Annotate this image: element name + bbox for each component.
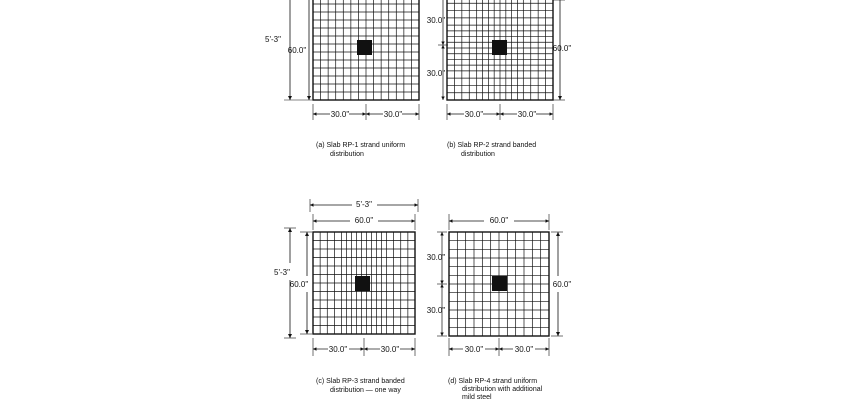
panel-d-width-label: 60.0" [489, 216, 509, 225]
panel-a-column-load-pad [357, 40, 372, 55]
panel-a-bottom-left-label: 30.0" [330, 110, 350, 119]
panel-c [274, 199, 418, 394]
panel-d-caption-line2: distribution with additional [462, 386, 543, 393]
panel-d-caption-line1: (d) Slab RP-4 strand uniform [448, 378, 538, 385]
panel-c-height-label: 60.0" [289, 280, 309, 289]
panel-a-caption-line1: (a) Slab RP-1 strand uniform [316, 142, 406, 149]
panel-d-left-lower-label: 30.0" [426, 306, 446, 315]
panel-b-bottom-right-label: 30.0" [517, 110, 537, 119]
panel-d-caption-line3: mild steel [462, 394, 492, 400]
panel-a-height-label: 60.0" [287, 46, 307, 55]
panel-b-caption-line1: (b) Slab RP-2 strand banded [447, 142, 537, 149]
panel-b-left-lower-label: 30.0" [426, 69, 446, 78]
panel-a [265, 0, 419, 158]
panel-d-bottom-left-label: 30.0" [464, 345, 484, 354]
panel-c-outer-height-label: 5'-3" [274, 268, 290, 277]
panel-b-caption-line2: distribution [461, 151, 495, 158]
panel-d-left-upper-label: 30.0" [426, 253, 446, 262]
panel-b [427, 0, 572, 158]
panel-d-column-load-pad [492, 276, 507, 291]
panel-c-caption-line1: (c) Slab RP-3 strand banded [316, 378, 405, 385]
panel-a-outer-height-label: 5'-3" [265, 35, 281, 44]
panel-c-column-load-pad [355, 276, 370, 291]
panel-c-caption-line2: distribution — one way [330, 387, 401, 394]
panel-b-bottom-left-label: 30.0" [464, 110, 484, 119]
panel-d-height-label: 60.0" [552, 280, 572, 289]
panel-b-left-upper-label: 30.0" [426, 16, 446, 25]
panel-c-bottom-left-label: 30.0" [328, 345, 348, 354]
panel-c-width-label: 60.0" [354, 216, 374, 225]
panel-a-caption-line2: distribution [330, 151, 364, 158]
panel-b-height-label: 60.0" [552, 44, 572, 53]
panel-b-column-load-pad [492, 40, 507, 55]
panel-c-bottom-right-label: 30.0" [380, 345, 400, 354]
panel-d-bottom-right-label: 30.0" [514, 345, 534, 354]
panel-d [427, 214, 572, 400]
panel-a-bottom-right-label: 30.0" [383, 110, 403, 119]
panel-c-top-outer-label: 5'-3" [356, 200, 372, 209]
